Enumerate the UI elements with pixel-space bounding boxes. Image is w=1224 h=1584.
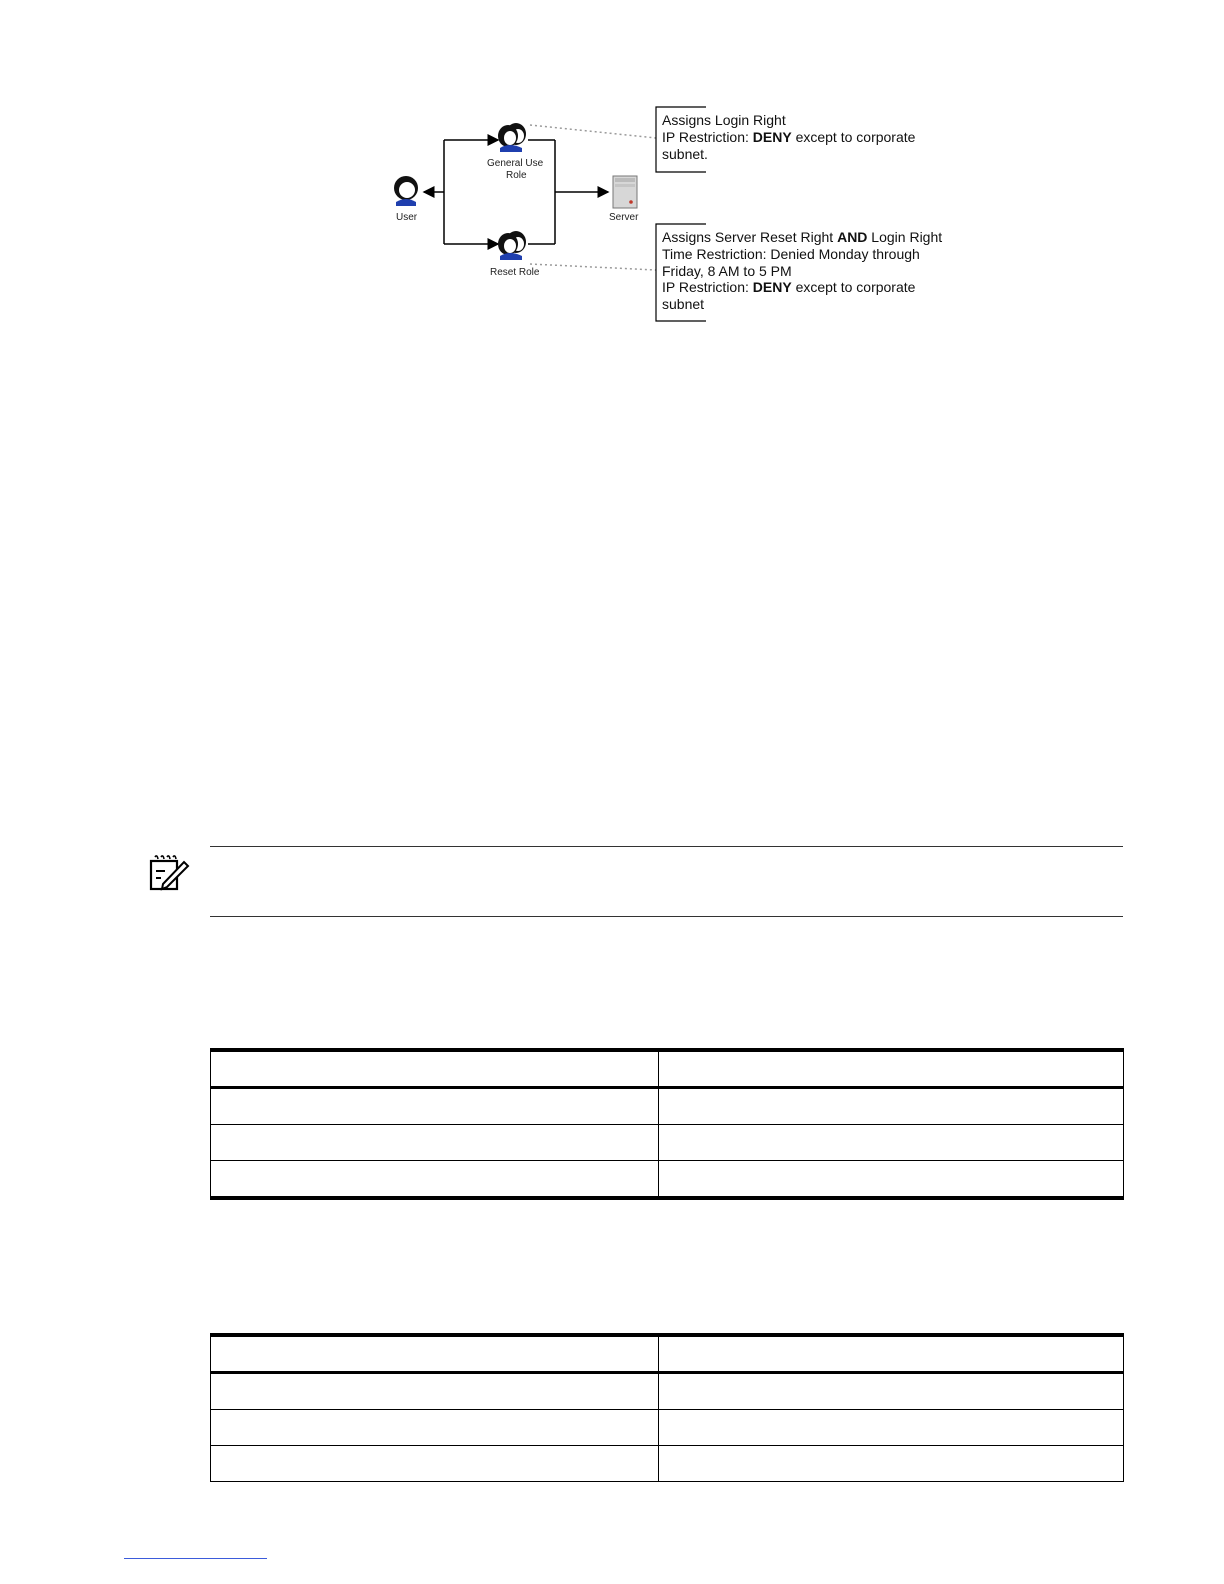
table-row (211, 1125, 1124, 1161)
box1-line1: Assigns Login Right (662, 112, 786, 128)
table-cell (211, 1125, 659, 1161)
user-icon (394, 176, 418, 206)
table-1 (210, 1048, 1124, 1200)
table-cell (211, 1161, 659, 1199)
table-2 (210, 1333, 1124, 1482)
table-row (211, 1446, 1124, 1482)
box2-line4: IP Restriction: DENY except to corporate (662, 279, 916, 295)
user-label: User (396, 212, 418, 223)
table-row (211, 1161, 1124, 1199)
table-header-row (211, 1335, 1124, 1373)
table-cell (659, 1446, 1124, 1482)
box2-line2: Time Restriction: Denied Monday through (662, 246, 920, 262)
table-cell (211, 1088, 659, 1125)
table-row (211, 1410, 1124, 1446)
table-header-row (211, 1050, 1124, 1088)
table-cell (659, 1373, 1124, 1410)
table-cell (659, 1088, 1124, 1125)
note-pencil-icon (148, 854, 190, 892)
general-use-role-icon (498, 123, 526, 152)
table-cell (211, 1373, 659, 1410)
table-cell (211, 1050, 659, 1088)
table-row (211, 1373, 1124, 1410)
general-use-role-label-2: Role (506, 170, 527, 181)
box2-line1: Assigns Server Reset Right AND Login Right (662, 229, 943, 245)
reset-role-label: Reset Role (490, 267, 540, 278)
box1-line2: IP Restriction: DENY except to corporate (662, 129, 916, 145)
server-label: Server (609, 212, 639, 223)
table-cell (659, 1335, 1124, 1373)
connector-lines (424, 140, 608, 244)
table-cell (211, 1410, 659, 1446)
role-diagram (380, 100, 980, 335)
table-cell (211, 1335, 659, 1373)
server-icon (613, 176, 637, 208)
footer-link-underline[interactable] (124, 1558, 267, 1559)
table-cell (659, 1161, 1124, 1199)
box1-line3: subnet. (662, 146, 708, 162)
reset-role-icon (498, 231, 526, 260)
table-cell (211, 1446, 659, 1482)
box2-line3: Friday, 8 AM to 5 PM (662, 263, 792, 279)
table-row (211, 1088, 1124, 1125)
box2-line5: subnet (662, 296, 705, 312)
table-cell (659, 1125, 1124, 1161)
general-use-role-label-1: General Use (487, 158, 544, 169)
note-bottom-rule (210, 916, 1123, 917)
note-top-rule (210, 846, 1123, 847)
table-cell (659, 1410, 1124, 1446)
table-cell (659, 1050, 1124, 1088)
